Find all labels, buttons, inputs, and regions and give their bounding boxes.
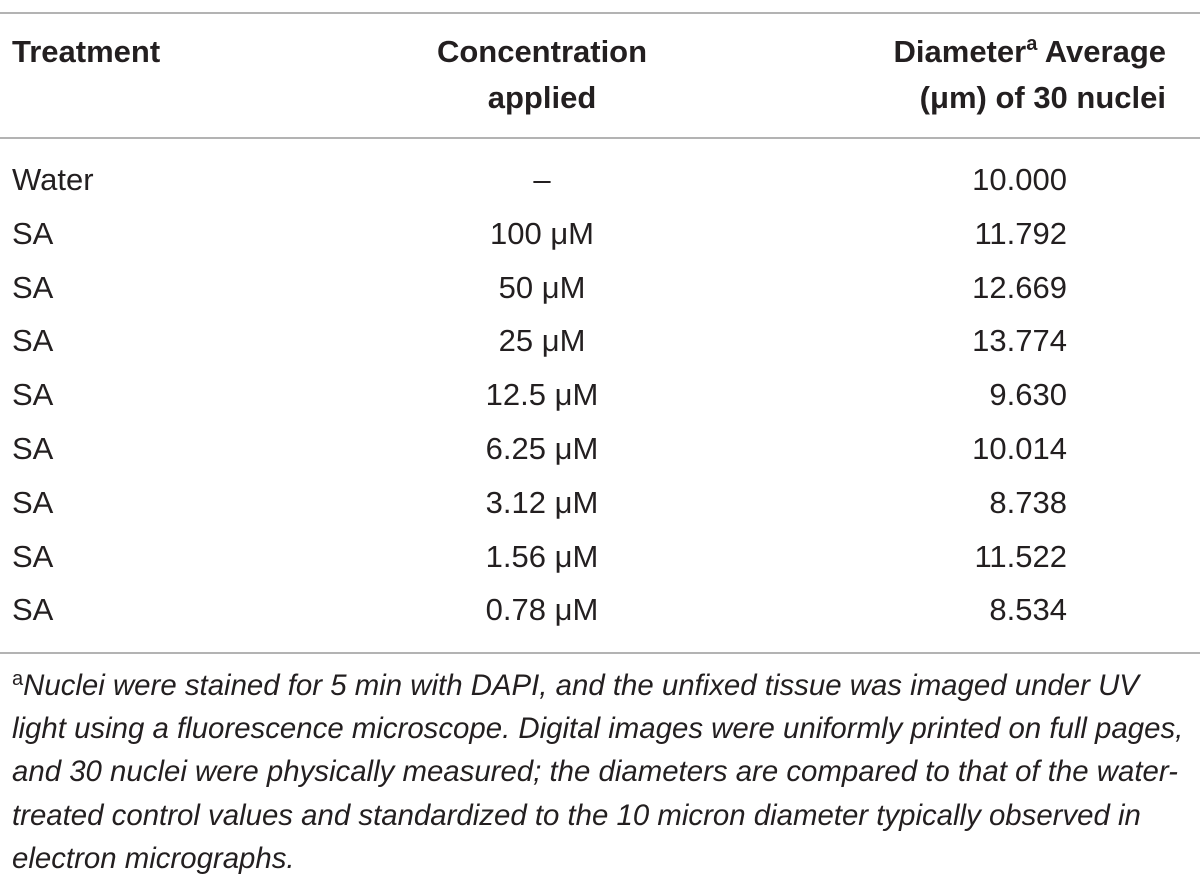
cell-concentration: 100 μM	[489, 215, 595, 251]
cell-treatment: SA	[12, 323, 54, 359]
header-diameter-line1	[894, 29, 1166, 75]
header-diameter	[894, 29, 1166, 121]
table-top-rule	[0, 12, 1200, 14]
cell-treatment: SA	[12, 215, 54, 251]
header-diameter-footnote-marker: a	[1026, 33, 1038, 55]
header-concentration	[330, 29, 754, 121]
cell-concentration: 25 μM	[498, 323, 586, 359]
table-row	[0, 207, 1200, 261]
footnote-text: Nuclei were stained for 5 min with DAPI, and the unfixed tissue was imaged under UV light using a fluorescence microscope. Digital images were uniformly printed on full pages, and 30 nuclei were physically measured; the diameters are compared to that of the water-treated control values and standardized to the 10 micron diameter typically observed in electron micrographs.	[12, 669, 1184, 875]
header-concentration-line1: Concentration	[436, 34, 648, 69]
header-diameter-average: Average	[1037, 34, 1166, 69]
cell-concentration: 0.78 μM	[485, 592, 599, 628]
table-footnote	[12, 664, 1192, 880]
cell-diameter: 12.669	[972, 269, 1067, 305]
cell-concentration: 1.56 μM	[485, 538, 599, 574]
cell-diameter: 8.534	[989, 592, 1067, 628]
table-row	[0, 583, 1200, 637]
cell-treatment: SA	[12, 484, 54, 520]
cell-concentration: 6.25 μM	[485, 430, 599, 466]
cell-diameter: 9.630	[989, 377, 1067, 413]
table-row	[0, 261, 1200, 315]
cell-diameter: 11.522	[974, 538, 1067, 574]
header-diameter-word: Diameter	[893, 34, 1027, 69]
table-row	[0, 314, 1200, 368]
header-divider-rule	[0, 137, 1200, 139]
table-row	[0, 476, 1200, 530]
cell-concentration: 12.5 μM	[485, 377, 599, 413]
cell-treatment: SA	[12, 269, 54, 305]
table-row	[0, 153, 1200, 207]
table-row	[0, 530, 1200, 584]
cell-treatment: SA	[12, 592, 54, 628]
cell-diameter: 13.774	[972, 323, 1067, 359]
cell-treatment: SA	[12, 430, 54, 466]
header-treatment-label: Treatment	[12, 34, 161, 69]
cell-diameter: 8.738	[989, 484, 1067, 520]
header-diameter-line2: (μm) of 30 nuclei	[919, 80, 1166, 115]
cell-treatment: Water	[12, 162, 94, 197]
cell-diameter: 10.014	[972, 430, 1067, 466]
cell-concentration: 3.12 μM	[485, 484, 599, 520]
cell-treatment: SA	[12, 538, 54, 574]
cell-treatment: SA	[12, 377, 54, 413]
table-body	[0, 153, 1200, 637]
footnote-marker: a	[12, 668, 24, 690]
header-concentration-line2: applied	[487, 80, 597, 115]
table-row	[0, 422, 1200, 476]
header-treatment	[12, 29, 160, 75]
cell-concentration: 50 μM	[498, 269, 586, 305]
table-bottom-rule	[0, 652, 1200, 654]
cell-diameter: 10.000	[972, 162, 1067, 197]
table-row	[0, 368, 1200, 422]
cell-diameter: 11.792	[974, 215, 1067, 251]
cell-concentration: –	[533, 162, 551, 197]
